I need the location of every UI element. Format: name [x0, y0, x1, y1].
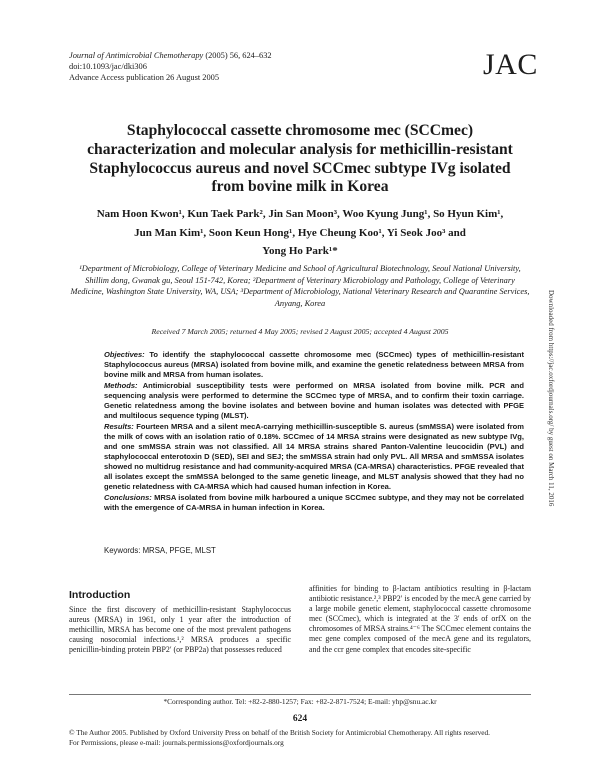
journal-logo: JAC — [483, 48, 538, 81]
permissions-line[interactable]: For Permissions, please e-mail: journals.permissions@oxfordjournals.org — [69, 738, 284, 747]
intro-right-column: affinities for binding to β-lactam antibiotics resulting in β-lactam antibiotic resistance.²,³ PBP2′ is encoded by the mecA gene carried by a large mobile genetic element, staphylococcal cassette chromosome mec (SCCmec), which is integrated at the 3′ ends of orfX on the chromosomes of MRSA strains.⁴⁻⁶ The SCCmec element contains the mec gene complex composed of the mecA gene and its regulators, and the ccr gene complex that encodes site-specific — [309, 584, 531, 654]
section-heading-introduction: Introduction — [69, 589, 131, 601]
author-list — [80, 205, 520, 261]
received-dates: Received 7 March 2005; returned 4 May 2005; revised 2 August 2005; accepted 4 August 2005 — [151, 327, 449, 336]
conclusions-label: Conclusions: — [104, 493, 152, 502]
results-text: Fourteen MRSA and a silent mecA-carrying methicillin-susceptible S. aureus (smMSSA) were isolated from the milk of cows with an isolation ratio of 0.18%. SCCmec of 14 MRSA strains were designated as new subtype IVg, and one smMSSA strain was not classified. All 14 MRSA strains shared Panton-Valentine leucocidin (PVL) and staphylococcal enterotoxin D (SED), SEI and SEJ; the smMSSA strain had only PVL. All MRSA and smMSSA isolates showed no multidrug resistance and had community-acquired MRSA (CA-MRSA) characteristics. PFGE revealed that all isolates except the smMSSA belonged to the same genetic lineage, and MLST analysis showed that they had no genetic relatedness with CA-MRSA which had caused human infection in Korea. — [104, 422, 524, 491]
download-watermark — [546, 290, 556, 690]
journal-name: Journal of Antimicrobial Chemotherapy — [69, 51, 204, 60]
journal-meta — [69, 50, 272, 84]
author-line: Jun Man Kim¹, Soon Keun Hong¹, Hye Cheung Koo¹, Yi Seok Joo³ and — [134, 226, 466, 239]
footnote-divider — [69, 694, 531, 695]
results-label: Results: — [104, 422, 134, 431]
author-line: Yong Ho Park¹* — [262, 245, 338, 257]
abstract-objectives — [104, 350, 524, 380]
objectives-label: Objectives: — [104, 350, 145, 359]
methods-label: Methods: — [104, 381, 138, 390]
abstract-methods — [104, 381, 524, 421]
abstract — [104, 350, 524, 514]
affiliations: ¹Department of Microbiology, College of Veterinary Medicine and School of Agricultural Biotechnology, Seoul National University, Shillim dong, Gwanak gu, Seoul 151-742, Korea; ²Department of Veterinary Microbiology and Pathology, College of Veterinary Medicine, Washington State University, WA, USA; ³Department of Microbiology, National Veterinary Research and Quarantine Services, Anyang, Korea — [70, 264, 530, 308]
conclusions-text: MRSA isolated from bovine milk harboured a unique SCCmec subtype, and they may not be correlated with the emergence of CA-MRSA in human infection in Korea. — [104, 493, 524, 512]
abstract-results — [104, 422, 524, 492]
download-note-text: Downloaded from https://jac.oxfordjournals.org/ by guest on March 11, 2016 — [547, 290, 555, 507]
advance-access: Advance Access publication 26 August 2005 — [69, 73, 220, 83]
methods-text: Antimicrobial susceptibility tests were performed on MRSA isolated from bovine milk. PCR and sequencing analysis were performed to determine the SCCmec type of MRSA, and to confirm their toxin carriage. Genetic relatedness among the bovine isolates and between bovine and human isolates was detected with PFGE and multilocus sequence typing (MLST). — [104, 381, 524, 420]
author-line: Nam Hoon Kwon¹, Kun Taek Park², Jin San Moon³, Woo Kyung Jung¹, So Hyun Kim¹, — [96, 208, 504, 220]
intro-left-column: Since the first discovery of methicillin-resistant Staphylococcus aureus (MRSA) in 1961, only 1 year after the introduction of methicillin, MRSA has become one of the most prevalent pathogens causing nosocomial infections.¹,² MRSA produces a specific penicillin-binding protein PBP2′ (or PBP2a) that possesses reduced — [69, 605, 291, 655]
corresponding-author-footnote: *Corresponding author. Tel: +82-2-880-1257; Fax: +82-2-871-7524; E-mail: yhp@snu.ac.kr — [163, 697, 437, 706]
keywords: Keywords: MRSA, PFGE, MLST — [104, 546, 216, 555]
abstract-conclusions — [104, 493, 524, 513]
doi[interactable]: doi:10.1093/jac/dki306 — [69, 62, 147, 72]
page-number: 624 — [292, 714, 308, 724]
paper-title: Staphylococcal cassette chromosome mec (SCCmec) characterization and molecular analysis for methicillin-resistant Staphylococcus aureus and novel SCCmec subtype IVg isolated from bovine milk in Korea — [87, 122, 513, 196]
copyright — [69, 728, 539, 748]
objectives-text: To identify the staphylococcal cassette chromosome mec (SCCmec) types of methicillin-resistant Staphylococcus aureus (MRSA) isolated from bovine milk, and examine the genetic relatedness between MRSA from bovine milk and MRSA from human isolates. — [104, 350, 524, 379]
copyright-line: © The Author 2005. Published by Oxford University Press on behalf of the British Society for Antimicrobial Chemotherapy. All rights reserved. — [69, 728, 490, 737]
journal-volume: (2005) 56, 624–632 — [203, 51, 272, 60]
